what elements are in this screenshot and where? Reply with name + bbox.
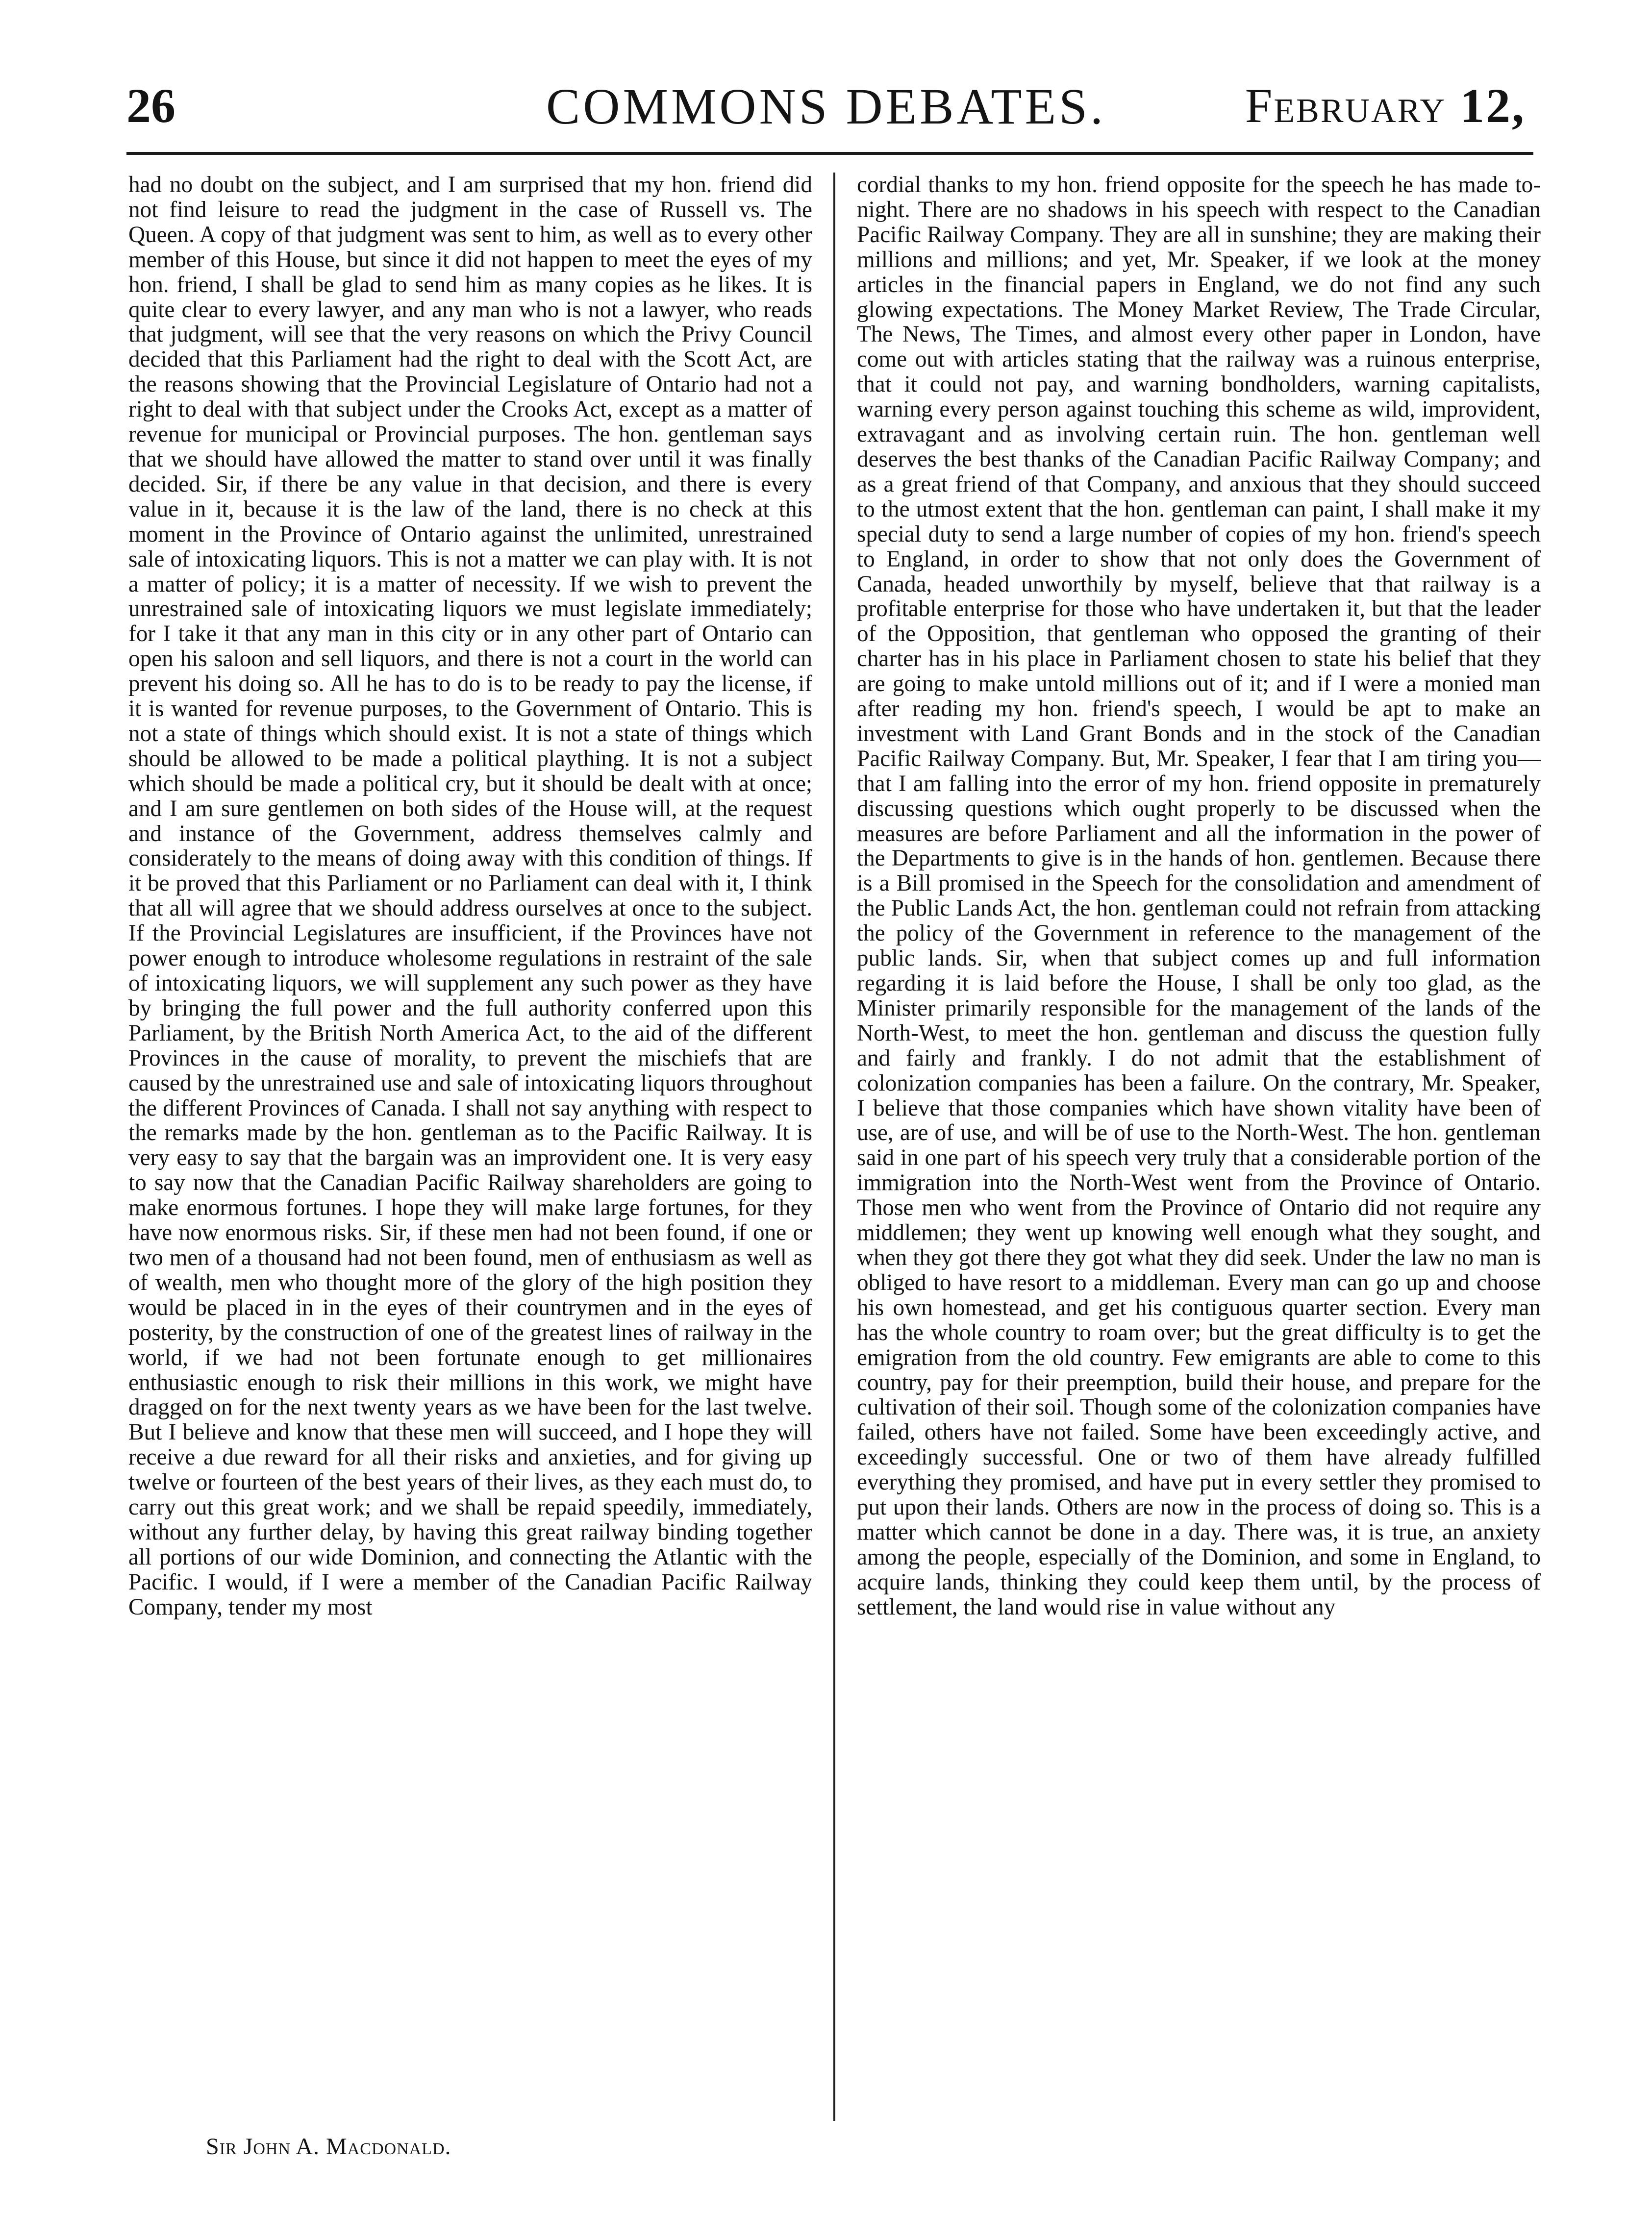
left-column — [128, 173, 812, 1620]
page-header — [126, 77, 1526, 151]
page-date — [1245, 77, 1526, 134]
date-month: February — [1245, 78, 1446, 133]
column-divider — [833, 173, 835, 2121]
header-rule — [126, 152, 1533, 155]
left-column-text: had no doubt on the subject, and I am surprised that my hon. friend did not find leisure to read the judgment in the case of Russell vs. The Queen. A copy of that judgment was sent to him, as well as to every other member of this House, but since it did not happen to meet the eyes of my hon. friend, I shall be glad to send him as many copies as he likes. It is quite clear to every lawyer, and any man who is not a lawyer, who reads that judgment, will see that the very reasons on which the Privy Council decided that this Parliament had the right to deal with the Scott Act, are the reasons showing that the Provincial Legislature of Ontario had not a right to deal with that subject under the Crooks Act, except as a matter of revenue for municipal or Provincial purposes. The hon. gentleman says that we should have allowed the matter to stand over until it was finally decided. Sir, if there be any value in that decision, and there is every value in it, because it is the law of the land, there is no check at this moment in the Province of Ontario against the unlimited, unrestrained sale of intoxicating liquors. This is not a matter we can play with. It is not a matter of policy; it is a matter of necessity. If we wish to prevent the unrestrained sale of intoxicating liquors we must legislate immediately; for I take it that any man in this city or in any other part of Ontario can open his saloon and sell liquors, and there is not a court in the world can prevent his doing so. All he has to do is to be ready to pay the license, if it is wanted for revenue purposes, to the Government of Ontario. This is not a state of things which should exist. It is not a state of things which should be allowed to be made a political plaything. It is not a subject which should be made a political cry, but it should be dealt with at once; and I am sure gentlemen on both sides of the House will, at the request and instance of the Government, address themselves calmly and considerately to the means of doing away with this condition of things. If it be proved that this Parliament or no Parliament can deal with it, I think that all will agree that we should address ourselves at once to the subject. If the Provincial Legislatures are insufficient, if the Provinces have not power enough to introduce wholesome regulations in restraint of the sale of intoxicating liquors, we will supplement any such power as they have by bringing the full power and the full authority conferred upon this Parliament, by the British North America Act, to the aid of the different Provinces in the cause of morality, to prevent the mischiefs that are caused by the unrestrained use and sale of intoxicating liquors throughout the different Provinces of Canada. I shall not say anything with respect to the remarks made by the hon. gentleman as to the Pacific Railway. It is very easy to say that the bargain was an improvident one. It is very easy to say now that the Canadian Pacific Railway shareholders are going to make enormous fortunes. I hope they will make large fortunes, for they have now enormous risks. Sir, if these men had not been found, if one or two men of a thousand had not been found, men of enthusiasm as well as of wealth, men who thought more of the glory of the high position they would be placed in in the eyes of their countrymen and in the eyes of posterity, by the construction of one of the greatest lines of railway in the world, if we had not been fortunate enough to get millionaires enthusiastic enough to risk their millions in this work, we might have dragged on for the next twenty years as we have been for the last twelve. But I believe and know that these men will succeed, and I hope they will receive a due reward for all their risks and anxieties, and for giving up twelve or fourteen of the best years of their lives, as they each must do, to carry out this great work; and we shall be repaid speedily, immediately, without any further delay, by having this great railway binding together all portions of our wide Dominion, and connecting the Atlantic with the Pacific. I would, if I were a member of the Canadian Pacific Railway Company, tender my most — [128, 172, 812, 1620]
page-number: 26 — [126, 78, 175, 133]
right-column-text: cordial thanks to my hon. friend opposite for the speech he has made to-night. There are no shadows in his speech with respect to the Canadian Pacific Railway Company. They are all in sunshine; they are making their millions and millions; and yet, Mr. Speaker, if we look at the money articles in the financial papers in England, we do not find any such glowing expectations. The Money Market Review, The Trade Circular, The News, The Times, and almost every other paper in London, have come out with articles stating that the railway was a ruinous enterprise, that it could not pay, and warning bondholders, warning capitalists, warning every person against touching this scheme as wild, improvident, extravagant and as involving certain ruin. The hon. gentleman well deserves the best thanks of the Canadian Pacific Railway Company; and as a great friend of that Company, and anxious that they should succeed to the utmost extent that the hon. gentleman can paint, I shall make it my special duty to send a large number of copies of my hon. friend's speech to England, in order to show that not only does the Government of Canada, headed unworthily by myself, believe that that railway is a profitable enterprise for those who have undertaken it, but that the leader of the Opposition, that gentleman who opposed the granting of their charter has in his place in Parliament chosen to state his belief that they are going to make untold millions out of it; and if I were a monied man after reading my hon. friend's speech, I would be apt to make an investment with Land Grant Bonds and in the stock of the Canadian Pacific Railway Company. But, Mr. Speaker, I fear that I am tiring you—that I am falling into the error of my hon. friend opposite in prematurely discussing questions which ought properly to be discussed when the measures are before Parliament and all the information in the power of the Departments to give is in the hands of hon. gentlemen. Because there is a Bill promised in the Speech for the consolidation and amendment of the Public Lands Act, the hon. gentleman could not refrain from attacking the policy of the Government in reference to the management of the public lands. Sir, when that subject comes up and full information regarding it is laid before the House, I shall be only too glad, as the Minister primarily responsible for the management of the lands of the North-West, to meet the hon. gentleman and discuss the question fully and fairly and frankly. I do not admit that the establishment of colonization companies has been a failure. On the contrary, Mr. Speaker, I believe that those companies which have shown vitality have been of use, are of use, and will be of use to the North-West. The hon. gentleman said in one part of his speech very truly that a considerable portion of the immigration into the North-West went from the Province of Ontario. Those men who went from the Province of Ontario did not require any middlemen; they went up knowing well enough what they sought, and when they got there they got what they did seek. Under the law no man is obliged to have resort to a middleman. Every man can go up and choose his own homestead, and get his contiguous quarter section. Every man has the whole country to roam over; but the great difficulty is to get the emigration from the old country. Few emigrants are able to come to this country, pay for their preemption, build their house, and prepare for the cultivation of their soil. Though some of the colonization companies have failed, others have not failed. Some have been exceedingly active, and exceedingly successful. One or two of them have already fulfilled everything they promised, and have put in every settler they promised to put upon their lands. Others are now in the process of doing so. This is a matter which cannot be done in a day. There was, it is true, an anxiety among the people, especially of the Dominion, and some in England, to acquire lands, thinking they could keep them until, by the process of settlement, the land would rise in value without any — [857, 172, 1541, 1620]
date-day: 12, — [1460, 78, 1526, 133]
running-title: COMMONS DEBATES. — [546, 78, 1106, 135]
right-column — [857, 173, 1541, 1620]
speaker-signature: Sir John A. Macdonald. — [206, 2134, 451, 2160]
